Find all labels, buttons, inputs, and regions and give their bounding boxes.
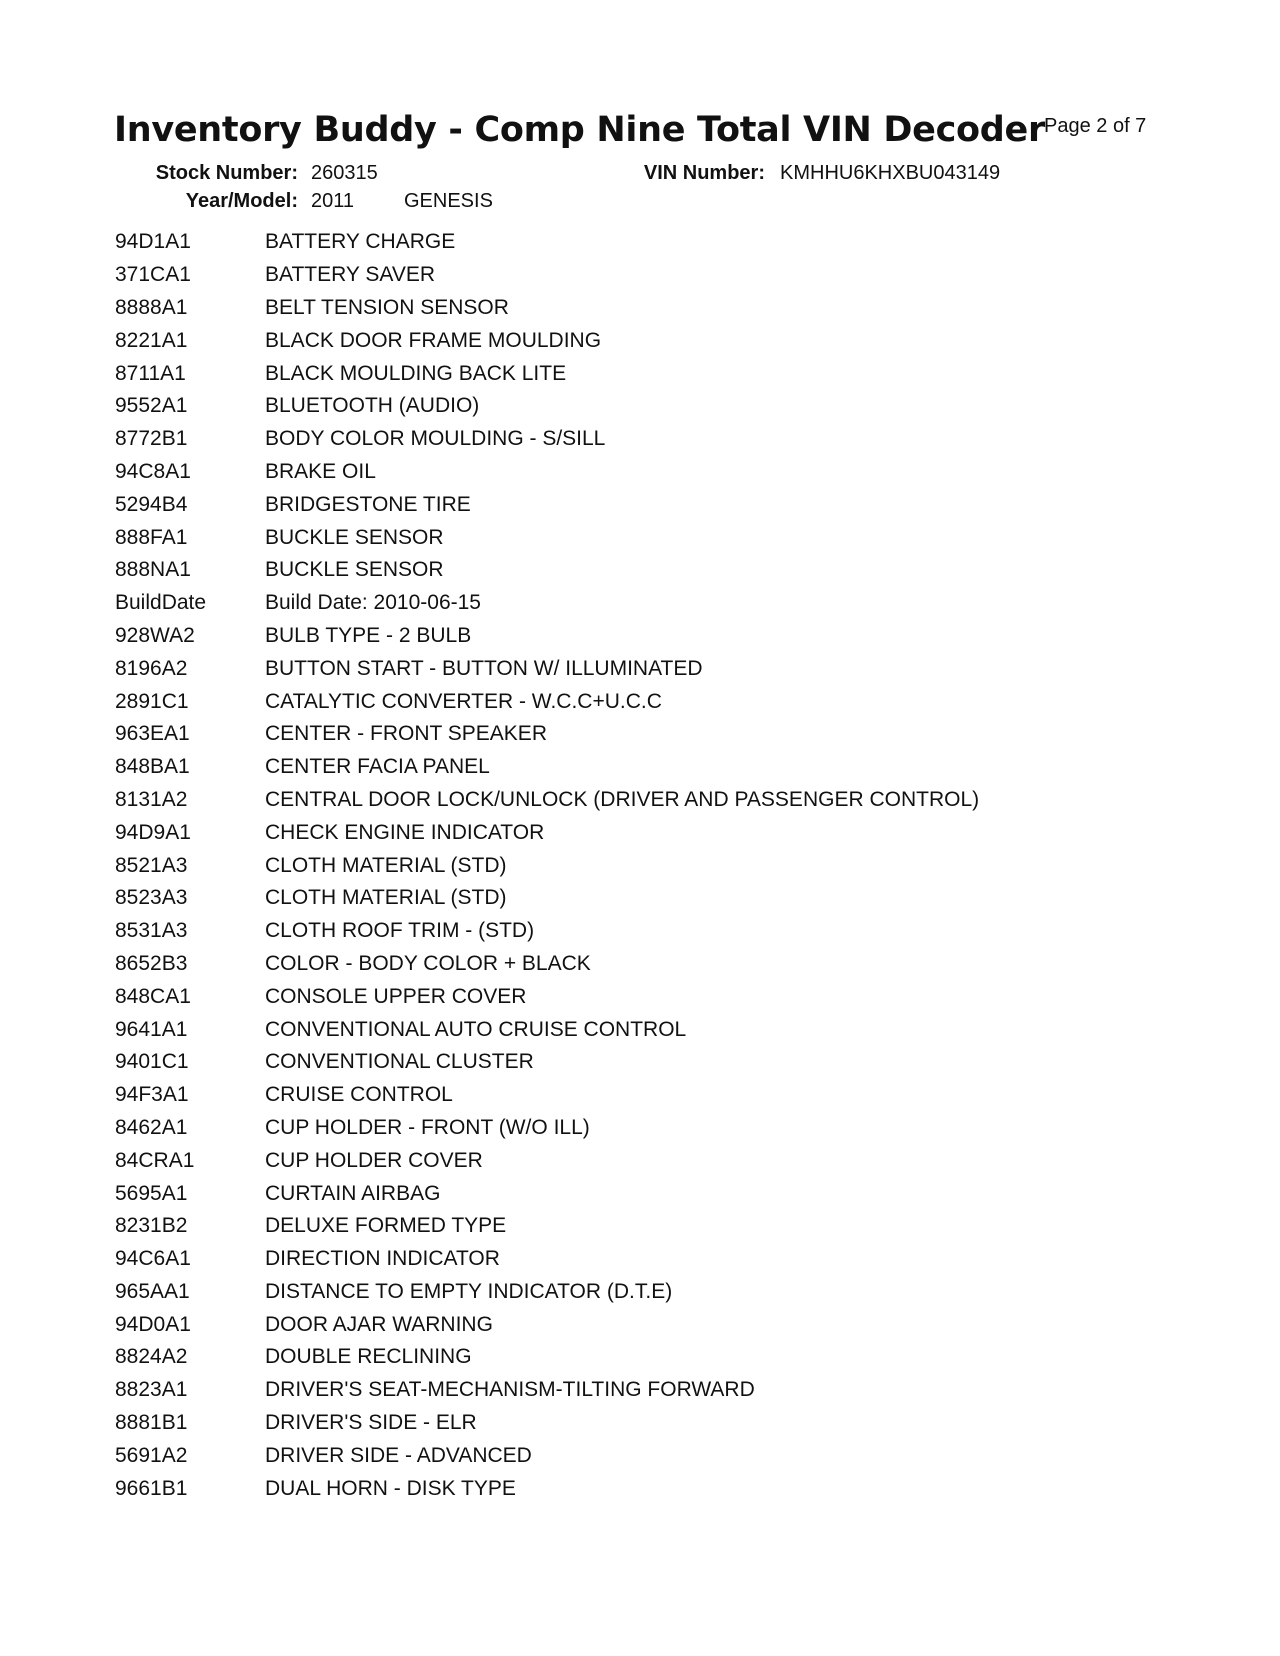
option-description: DUAL HORN - DISK TYPE bbox=[265, 1476, 516, 1500]
option-code: 8824A2 bbox=[115, 1345, 188, 1369]
option-row bbox=[115, 1210, 1215, 1243]
option-row bbox=[115, 816, 1215, 849]
option-code: 8881B1 bbox=[115, 1411, 188, 1435]
option-description: CUP HOLDER COVER bbox=[265, 1148, 483, 1172]
option-description: CLOTH ROOF TRIM - (STD) bbox=[265, 919, 535, 943]
option-row bbox=[115, 882, 1215, 915]
option-row bbox=[115, 1112, 1215, 1145]
option-description: BLACK MOULDING BACK LITE bbox=[265, 361, 567, 385]
option-description: CATALYTIC CONVERTER - W.C.C+U.C.C bbox=[265, 689, 662, 713]
option-description: BODY COLOR MOULDING - S/SILL bbox=[265, 427, 606, 451]
option-description: CURTAIN AIRBAG bbox=[265, 1181, 441, 1205]
option-code: 371CA1 bbox=[115, 263, 191, 287]
option-description: DELUXE FORMED TYPE bbox=[265, 1214, 507, 1238]
option-row bbox=[115, 390, 1215, 423]
option-row bbox=[115, 980, 1215, 1013]
option-description: DOUBLE RECLINING bbox=[265, 1345, 472, 1369]
option-row bbox=[115, 1374, 1215, 1407]
option-row bbox=[115, 423, 1215, 456]
option-code: 94C8A1 bbox=[115, 459, 191, 483]
option-code: 9661B1 bbox=[115, 1476, 188, 1500]
option-row bbox=[115, 1079, 1215, 1112]
option-row bbox=[115, 1177, 1215, 1210]
option-row bbox=[115, 1341, 1215, 1374]
option-code: 9401C1 bbox=[115, 1050, 189, 1074]
option-code: 8131A2 bbox=[115, 787, 188, 811]
option-row bbox=[115, 948, 1215, 981]
option-code: 8231B2 bbox=[115, 1214, 188, 1238]
option-code: 8521A3 bbox=[115, 853, 188, 877]
option-code: 8888A1 bbox=[115, 295, 188, 319]
option-row bbox=[115, 456, 1215, 489]
option-row bbox=[115, 1243, 1215, 1276]
option-description: CONSOLE UPPER COVER bbox=[265, 984, 527, 1008]
option-description: BLUETOOTH (AUDIO) bbox=[265, 394, 480, 418]
option-description: DRIVER SIDE - ADVANCED bbox=[265, 1443, 532, 1467]
option-description: COLOR - BODY COLOR + BLACK bbox=[265, 951, 591, 975]
option-row bbox=[115, 1472, 1215, 1505]
option-description: DRIVER'S SIDE - ELR bbox=[265, 1411, 477, 1435]
vin-number-value: KMHHU6KHXBU043149 bbox=[780, 162, 1001, 184]
option-description: BATTERY CHARGE bbox=[265, 230, 456, 254]
option-description: BUTTON START - BUTTON W/ ILLUMINATED bbox=[265, 656, 703, 680]
option-row bbox=[115, 1046, 1215, 1079]
option-code: 5695A1 bbox=[115, 1181, 188, 1205]
stock-number-value: 260315 bbox=[311, 162, 378, 184]
option-row bbox=[115, 554, 1215, 587]
option-row bbox=[115, 1439, 1215, 1472]
option-row bbox=[115, 718, 1215, 751]
option-description: CLOTH MATERIAL (STD) bbox=[265, 853, 507, 877]
option-code: 848BA1 bbox=[115, 755, 190, 779]
option-row bbox=[115, 357, 1215, 390]
option-code: 94D1A1 bbox=[115, 230, 191, 254]
option-code: 888FA1 bbox=[115, 525, 188, 549]
vin-number-label: VIN Number: bbox=[643, 162, 765, 184]
option-description: CENTER - FRONT SPEAKER bbox=[265, 722, 547, 746]
option-row bbox=[115, 1144, 1215, 1177]
option-code: 8221A1 bbox=[115, 328, 188, 352]
option-row bbox=[115, 521, 1215, 554]
option-code: 8652B3 bbox=[115, 951, 188, 975]
option-description: DOOR AJAR WARNING bbox=[265, 1312, 493, 1336]
option-row bbox=[115, 652, 1215, 685]
option-code: 94D9A1 bbox=[115, 820, 191, 844]
option-code: 8823A1 bbox=[115, 1378, 188, 1402]
year-value: 2011 bbox=[311, 190, 355, 212]
option-row bbox=[115, 292, 1215, 325]
year-model-label: Year/Model: bbox=[185, 190, 298, 212]
option-code: 5691A2 bbox=[115, 1443, 188, 1467]
option-row bbox=[115, 784, 1215, 817]
option-row bbox=[115, 1276, 1215, 1309]
option-description: CLOTH MATERIAL (STD) bbox=[265, 886, 507, 910]
option-row bbox=[115, 1407, 1215, 1440]
option-row bbox=[115, 226, 1215, 259]
option-description: CUP HOLDER - FRONT (W/O ILL) bbox=[265, 1115, 590, 1139]
option-row bbox=[115, 620, 1215, 653]
stock-number-label: Stock Number: bbox=[155, 162, 298, 184]
option-code: 9552A1 bbox=[115, 394, 188, 418]
option-description: CONVENTIONAL CLUSTER bbox=[265, 1050, 534, 1074]
option-code-list bbox=[115, 226, 1215, 1505]
option-description: CHECK ENGINE INDICATOR bbox=[265, 820, 545, 844]
option-description: BUCKLE SENSOR bbox=[265, 558, 444, 582]
option-code: 963EA1 bbox=[115, 722, 190, 746]
option-description: CONVENTIONAL AUTO CRUISE CONTROL bbox=[265, 1017, 687, 1041]
option-description: BUCKLE SENSOR bbox=[265, 525, 444, 549]
option-code: 8711A1 bbox=[115, 361, 186, 385]
option-description: DIRECTION INDICATOR bbox=[265, 1247, 500, 1271]
option-code: 8462A1 bbox=[115, 1115, 188, 1139]
option-code: 5294B4 bbox=[115, 492, 188, 516]
option-description: BRAKE OIL bbox=[265, 459, 376, 483]
option-description: DRIVER'S SEAT-MECHANISM-TILTING FORWARD bbox=[265, 1378, 755, 1402]
option-description: BELT TENSION SENSOR bbox=[265, 295, 509, 319]
document-title: Inventory Buddy - Comp Nine Total VIN Decoder bbox=[114, 110, 1045, 150]
option-row bbox=[115, 488, 1215, 521]
option-row bbox=[115, 751, 1215, 784]
model-value: GENESIS bbox=[404, 190, 493, 212]
option-code: 94C6A1 bbox=[115, 1247, 191, 1271]
option-description: BULB TYPE - 2 BULB bbox=[265, 623, 472, 647]
option-code: 84CRA1 bbox=[115, 1148, 195, 1172]
option-code: 928WA2 bbox=[115, 623, 195, 647]
option-description: BRIDGESTONE TIRE bbox=[265, 492, 471, 516]
option-description: DISTANCE TO EMPTY INDICATOR (D.T.E) bbox=[265, 1279, 673, 1303]
option-description: BLACK DOOR FRAME MOULDING bbox=[265, 328, 602, 352]
page-number: Page 2 of 7 bbox=[1044, 115, 1147, 137]
option-row bbox=[115, 1013, 1215, 1046]
option-row bbox=[115, 849, 1215, 882]
option-row bbox=[115, 259, 1215, 292]
option-code: 8523A3 bbox=[115, 886, 188, 910]
option-row bbox=[115, 685, 1215, 718]
option-row bbox=[115, 915, 1215, 948]
option-code: 8196A2 bbox=[115, 656, 188, 680]
option-code: 2891C1 bbox=[115, 689, 189, 713]
option-row bbox=[115, 587, 1215, 620]
option-description: CENTER FACIA PANEL bbox=[265, 755, 490, 779]
option-row bbox=[115, 324, 1215, 357]
option-code: BuildDate bbox=[115, 591, 207, 615]
option-code: 94D0A1 bbox=[115, 1312, 191, 1336]
option-row bbox=[115, 1308, 1215, 1341]
option-description: CRUISE CONTROL bbox=[265, 1083, 453, 1107]
option-code: 8772B1 bbox=[115, 427, 188, 451]
option-code: 965AA1 bbox=[115, 1279, 190, 1303]
option-code: 848CA1 bbox=[115, 984, 191, 1008]
option-code: 888NA1 bbox=[115, 558, 191, 582]
option-description: BATTERY SAVER bbox=[265, 263, 435, 287]
option-code: 94F3A1 bbox=[115, 1083, 189, 1107]
option-description: CENTRAL DOOR LOCK/UNLOCK (DRIVER AND PASSENGER CONTROL) bbox=[265, 787, 980, 811]
option-code: 9641A1 bbox=[115, 1017, 188, 1041]
option-code: 8531A3 bbox=[115, 919, 188, 943]
option-description: Build Date: 2010-06-15 bbox=[265, 591, 481, 615]
